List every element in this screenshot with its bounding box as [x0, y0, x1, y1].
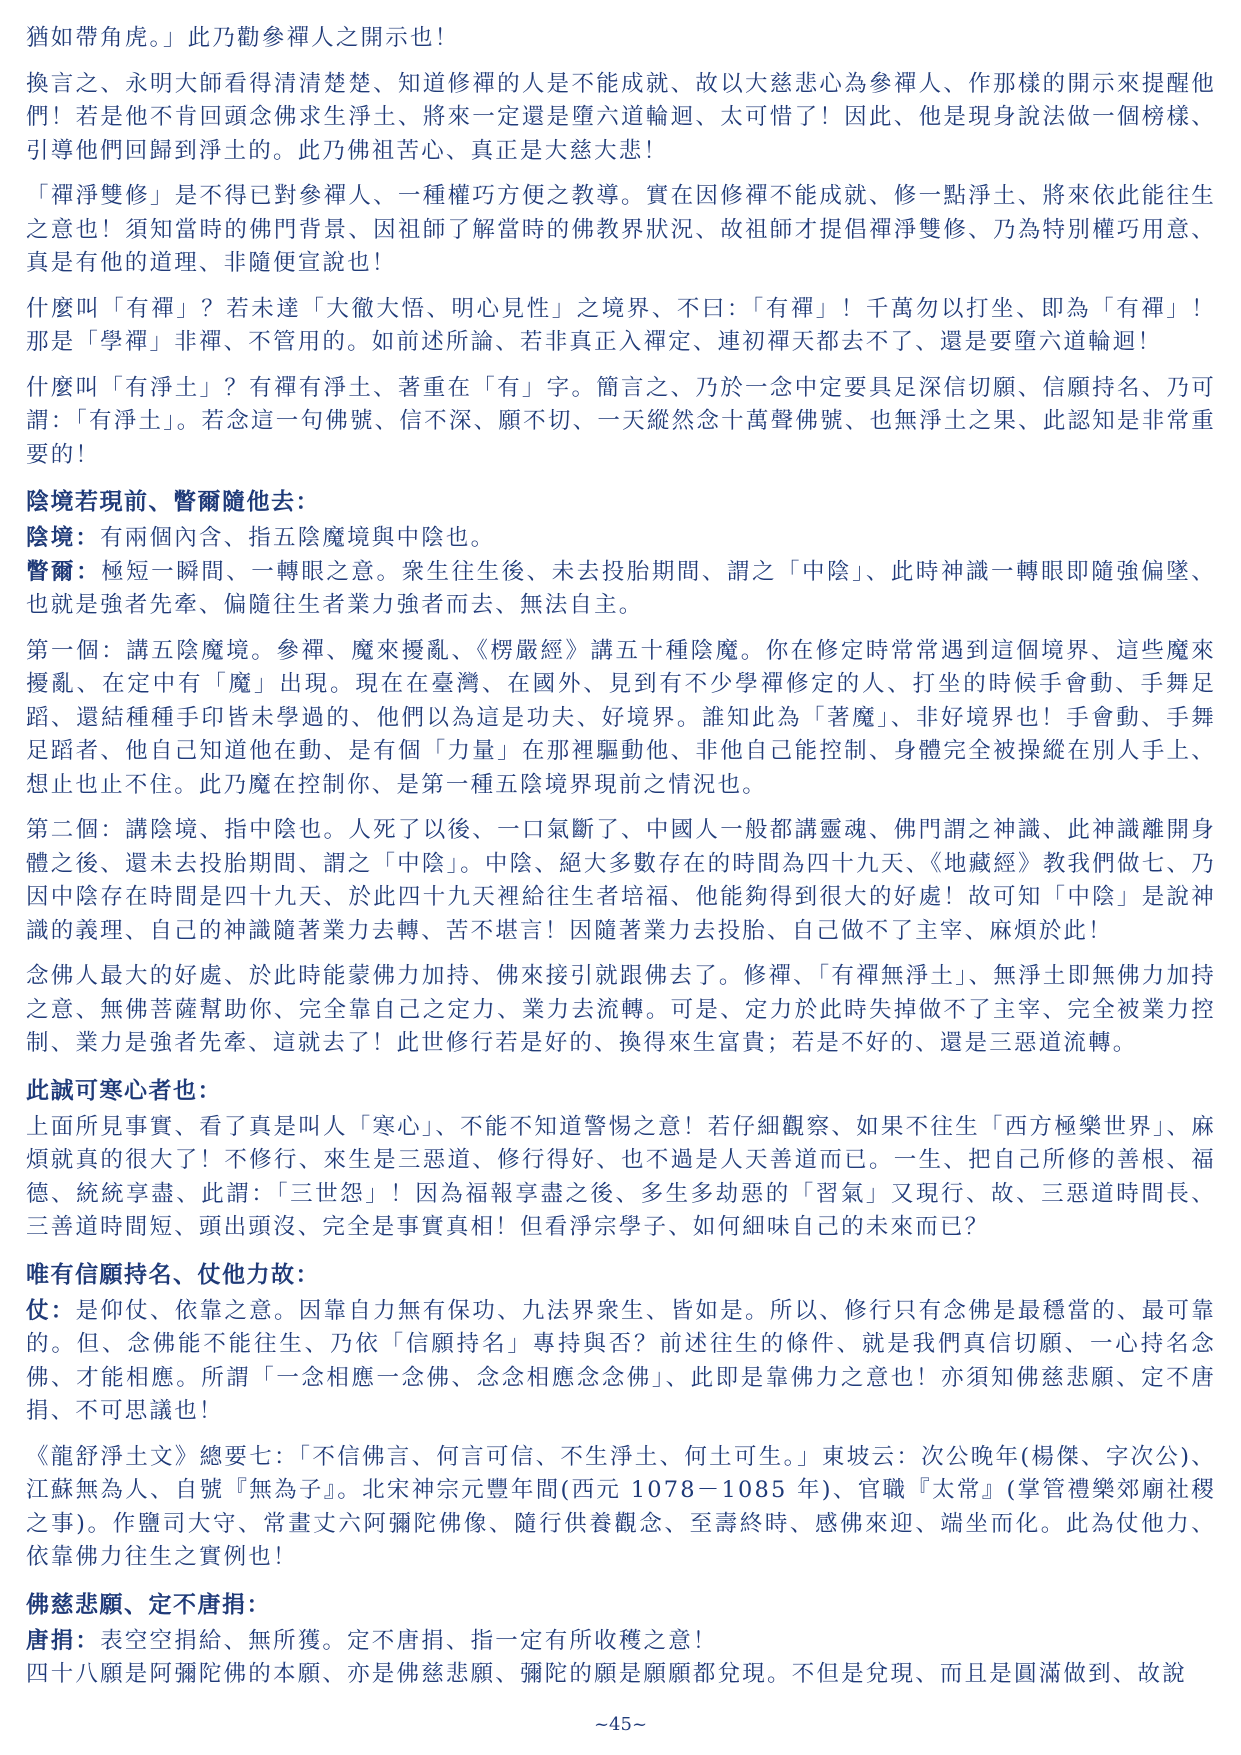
definition-term: 唐捐： [26, 1627, 101, 1654]
definition-text: 是仰仗、依靠之意。因靠自力無有保功、九法界衆生、皆如是。所以、修行只有念佛是最穩當的、最可靠的。但、念佛能不能往生、乃依「信願持名」專持與否？前述往生的條件、就是我們真信切願、一心持名念佛、才能相應。所謂「一念相應一念佛、念念相應念念佛」、此即是靠佛力之意也！亦須知佛慈悲願、定不唐捐、不可思議也！ [26, 1297, 1216, 1424]
definition-term: 陰境： [26, 525, 101, 551]
section-heading: 佛慈悲願、定不唐捐： [26, 1591, 271, 1618]
definition-paragraph [26, 556, 1216, 623]
definition-term: 瞥爾： [26, 558, 102, 585]
definition-paragraph [26, 1625, 1216, 1659]
section-heading: 唯有信願持名、仗他力故： [26, 1261, 320, 1288]
definition-text: 極短一瞬間、一轉眼之意。衆生往生後、未去投胎期間、謂之「中陰」、此時神識一轉眼即隨強偏墜、也就是強者先牽、偏隨往生者業力強者而去、無法自主。 [26, 558, 1216, 618]
paragraph: 什麼叫「有淨土」？有禪有淨土、著重在「有」字。簡言之、乃於一念中定要具足深信切願、信願持名、乃可謂：「有淨土」。若念這一句佛號、信不深、願不切、一天縱然念十萬聲佛號、也無淨土之果、此認知是非常重要的！ [26, 374, 1216, 468]
paragraph: 換言之、永明大師看得清清楚楚、知道修禪的人是不能成就、故以大慈悲心為參禪人、作那樣的開示來提醒他們！若是他不肯回頭念佛求生淨土、將來一定還是墮六道輪迴、太可惜了！因此、他是現身說法做一個榜樣、引導他們回歸到淨土的。此乃佛祖苦心、真正是大慈大悲！ [26, 70, 1216, 164]
document-page [26, 22, 1216, 1704]
paragraph: 猶如帶角虎。」此乃勸參禪人之開示也！ [26, 25, 460, 51]
definition-term: 仗： [26, 1297, 76, 1324]
paragraph: 念佛人最大的好處、於此時能蒙佛力加持、佛來接引就跟佛去了。修禪、「有禪無淨土」、無淨土即無佛力加持之意、無佛菩薩幫助你、完全靠自己之定力、業力去流轉。可是、定力於此時失掉做不了主宰、完全被業力控制、業力是強者先牽、這就去了！此世修行若是好的、換得來生富貴；若是不好的、還是三惡道流轉。 [26, 963, 1216, 1056]
paragraph: 《龍舒淨土文》總要七：「不信佛言、何言可信、不生淨土、何土可生。」東坡云：次公晚年(楊傑、字次公)、江蘇無為人、自號『無為子』。北宋神宗元豐年間(西元 1078－1085 年)、官職『太常』(掌管禮樂郊廟社稷之事)。作鹽司大守、常畫丈六阿彌陀佛像、隨行供養觀念、至壽終時、感佛來迎、端坐而化。此為仗他力、依靠佛力往生之實例也！ [26, 1443, 1216, 1570]
section-heading: 此誠可寒心者也： [26, 1077, 222, 1104]
page-number: ~45~ [593, 1714, 648, 1735]
section-heading: 陰境若現前、瞥爾隨他去： [26, 489, 320, 515]
paragraph: 四十八願是阿彌陀佛的本願、亦是佛慈悲願、彌陀的願是願願都兌現。不但是兌現、而且是圓滿做到、故說 [26, 1661, 1187, 1687]
paragraph: 什麼叫「有禪」？若未達「大徹大悟、明心見性」之境界、不曰：「有禪」！千萬勿以打坐、即為「有禪」！那是「學禪」非禪、不管用的。如前述所論、若非真正入禪定、連初禪天都去不了、還是要墮六道輪迴！ [26, 295, 1216, 355]
definition-text: 有兩個內含、指五陰魔境與中陰也。 [100, 525, 496, 551]
paragraph: 第二個：講陰境、指中陰也。人死了以後、一口氣斷了、中國人一般都講靈魂、佛門謂之神識、此神識離開身體之後、還未去投胎期間、謂之「中陰」。中陰、絕大多數存在的時間為四十九天、《地藏經》教我們做七、乃因中陰存在時間是四十九天、於此四十九天裡給往生者培福、他能夠得到很大的好處！故可知「中陰」是說神識的義理、自己的神識隨著業力去轉、苦不堪言！因隨著業力去投胎、自己做不了主宰、麻煩於此！ [26, 817, 1216, 944]
definition-paragraph [26, 522, 1216, 556]
definition-text: 表空空捐給、無所獲。定不唐捐、指一定有所收穫之意！ [100, 1627, 718, 1654]
paragraph: 上面所見事實、看了真是叫人「寒心」、不能不知道警惕之意！若仔細觀察、如果不往生「西方極樂世界」、麻煩就真的很大了！不修行、來生是三惡道、修行得好、也不過是人天善道而已。一生、把自己所修的善根、福德、統統享盡、此謂：「三世怨」！因為福報享盡之後、多生多劫惡的「習氣」又現行、故、三惡道時間長、三善道時間短、頭出頭沒、完全是事實真相！但看淨宗學子、如何細味自己的未來而已？ [26, 1113, 1216, 1240]
definition-paragraph [26, 1295, 1216, 1429]
paragraph: 第一個：講五陰魔境。參禪、魔來擾亂、《楞嚴經》講五十種陰魔。你在修定時常常遇到這個境界、這些魔來擾亂、在定中有「魔」出現。現在在臺灣、在國外、見到有不少學禪修定的人、打坐的時候手會動、手舞足蹈、還結種種手印皆未學過的、他們以為這是功夫、好境界。誰知此為「著魔」、非好境界也！手會動、手舞足蹈者、他自己知道他在動、是有個「力量」在那裡驅動他、非他自己能控制、身體完全被操縱在別人手上、想止也止不住。此乃魔在控制你、是第一種五陰境界現前之情況也。 [26, 637, 1216, 798]
paragraph: 「禪淨雙修」是不得已對參禪人、一種權巧方便之教導。實在因修禪不能成就、修一點淨土、將來依此能往生之意也！須知當時的佛門背景、因祖師了解當時的佛教界狀況、故祖師才提倡禪淨雙修、乃為特別權巧用意、真是有他的道理、非隨便宣說也！ [26, 183, 1216, 276]
